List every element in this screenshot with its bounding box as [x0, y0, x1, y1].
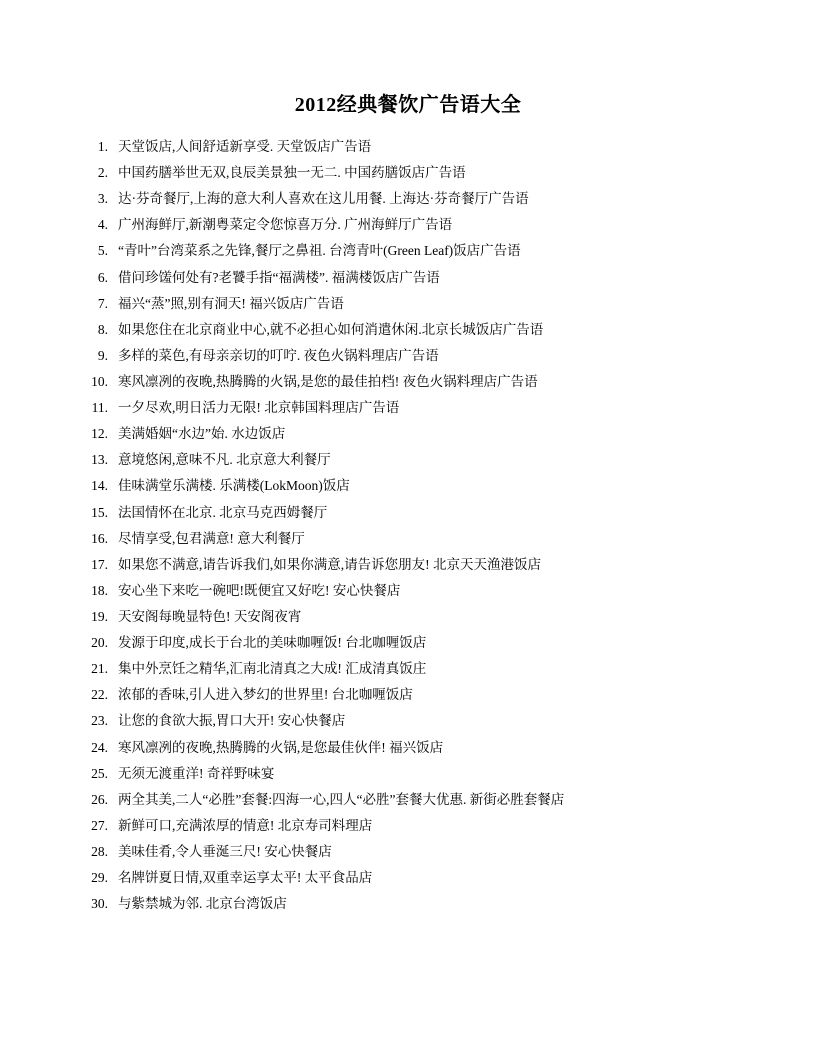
list-item-text: 福兴“蒸”照,别有洞天! 福兴饭店广告语: [118, 295, 344, 311]
list-item-text: 中国药膳举世无双,良辰美景独一无二. 中国药膳饭店广告语: [118, 165, 466, 181]
list-item: [72, 583, 744, 599]
list-item-text: 美味佳肴,令人垂涎三尺! 安心快餐店: [118, 843, 332, 859]
list-item: [72, 426, 744, 442]
list-item: [72, 478, 744, 494]
list-item-text: 两全其美,二人“必胜”套餐:四海一心,四人“必胜”套餐大优惠. 新街必胜套餐店: [118, 791, 565, 807]
list-item-text: 与紫禁城为邻. 北京台湾饭店: [118, 896, 287, 912]
list-item: [72, 139, 744, 155]
list-item: [72, 191, 744, 207]
list-item: [72, 165, 744, 181]
list-item-text: 尽情享受,包君满意! 意大利餐厅: [118, 530, 305, 546]
list-item-text: 法国情怀在北京. 北京马克西姆餐厅: [118, 504, 328, 520]
list-item: [72, 531, 744, 547]
list-item-text: 新鲜可口,充满浓厚的情意! 北京寿司料理店: [118, 817, 373, 833]
list-item-text: 达·芬奇餐厅,上海的意大利人喜欢在这儿用餐. 上海达·芬奇餐厅广告语: [118, 191, 529, 207]
list-item-text: 浓郁的香味,引人进入梦幻的世界里! 台北咖喱饭店: [118, 687, 413, 703]
list-item: [72, 243, 744, 259]
list-item: [72, 400, 744, 416]
list-item-text: 如果您住在北京商业中心,就不必担心如何消遣休闲.北京长城饭店广告语: [118, 321, 544, 337]
list-item-text: 美满婚姻“水边”始. 水边饭店: [118, 426, 286, 442]
list-item: [72, 322, 744, 338]
list-item: [72, 870, 744, 886]
list-item-text: 发源于印度,成长于台北的美味咖喱饭! 台北咖喱饭店: [118, 635, 427, 651]
list-item-text: 安心坐下来吃一碗吧!既便宜又好吃! 安心快餐店: [118, 582, 401, 598]
list-item: [72, 792, 744, 808]
list-item: [72, 557, 744, 573]
advertising-slogan-list: [72, 139, 744, 912]
list-item-text: 无须无渡重洋! 奇祥野味宴: [118, 765, 275, 781]
list-item: [72, 661, 744, 677]
list-item: [72, 687, 744, 703]
list-item: [72, 896, 744, 912]
list-item: [72, 635, 744, 651]
list-item: [72, 766, 744, 782]
list-item-text: 让您的食欲大振,胃口大开! 安心快餐店: [118, 713, 346, 729]
list-item: [72, 348, 744, 364]
list-item-text: 寒风凛冽的夜晚,热腾腾的火锅,是您最佳伙伴! 福兴饭店: [118, 739, 444, 755]
list-item: [72, 452, 744, 468]
list-item-text: 寒风凛冽的夜晚,热腾腾的火锅,是您的最佳拍档! 夜色火锅料理店广告语: [118, 373, 538, 389]
list-item-text: 佳味满堂乐满楼. 乐满楼(LokMoon)饭店: [118, 478, 350, 494]
list-item: [72, 844, 744, 860]
list-item-text: “青叶”台湾菜系之先锋,餐厅之鼻祖. 台湾青叶(Green Leaf)饭店广告语: [118, 243, 521, 259]
page-title: 2012经典餐饮广告语大全: [294, 94, 522, 116]
list-item: [72, 505, 744, 521]
list-item: [72, 217, 744, 233]
list-item: [72, 296, 744, 312]
list-item-text: 一夕尽欢,明日活力无限! 北京韩国料理店广告语: [118, 400, 400, 416]
list-item-text: 意境悠闲,意味不凡. 北京意大利餐厅: [118, 452, 331, 468]
list-item: [72, 818, 744, 834]
list-item: [72, 270, 744, 286]
list-item-text: 如果您不满意,请告诉我们,如果你满意,请告诉您朋友! 北京天天渔港饭店: [118, 556, 541, 572]
list-item-text: 天安阁每晚显特色! 天安阁夜宵: [118, 608, 302, 624]
list-item-text: 名牌饼夏日情,双重幸运享太平! 太平食品店: [118, 870, 373, 886]
list-item-text: 多样的菜色,有母亲亲切的叮咛. 夜色火锅料理店广告语: [118, 347, 439, 363]
list-item: [72, 740, 744, 756]
list-item-text: 天堂饭店,人间舒适新享受. 天堂饭店广告语: [118, 139, 372, 154]
list-item: [72, 609, 744, 625]
list-item: [72, 713, 744, 729]
list-item: [72, 374, 744, 390]
list-item-text: 集中外烹饪之精华,汇南北清真之大成! 汇成清真饭庄: [118, 661, 427, 677]
list-item-text: 借问珍馐何处有?老饕手指“福满楼”. 福满楼饭店广告语: [118, 269, 440, 285]
list-item-text: 广州海鲜厅,新潮粤菜定令您惊喜万分. 广州海鲜厅广告语: [118, 217, 453, 233]
